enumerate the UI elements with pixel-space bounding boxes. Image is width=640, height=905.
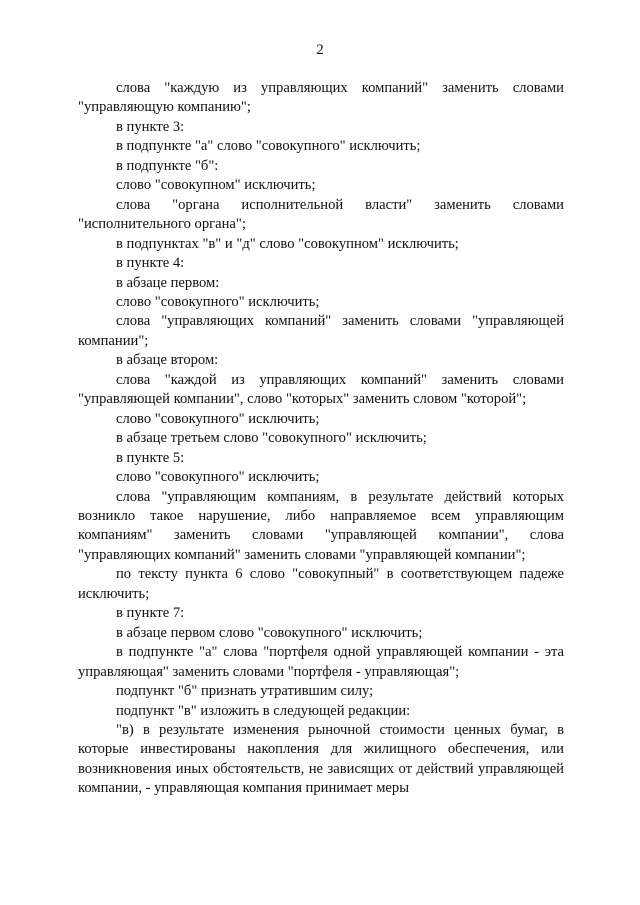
paragraph: слово "совокупного" исключить;: [116, 469, 320, 486]
paragraph: слова "каждой из управляющих компаний" заменить словами "управляющей компании", слово "которых" заменить словом "которой";: [78, 371, 568, 408]
paragraph: в абзаце втором:: [116, 352, 219, 369]
paragraph: "в) в результате изменения рыночной стоимости ценных бумаг, в которые инвестированы накопления для жилищного обеспечения, или возникновения иных обстоятельств, не зависящих от действий управляющей компании, - управляющая компания принимает меры: [78, 721, 568, 797]
document-body: [78, 79, 568, 799]
paragraph: в подпункте "б":: [116, 157, 219, 174]
paragraph: слово "совокупного" исключить;: [116, 410, 320, 427]
paragraph: в подпунктах "в" и "д" слово "совокупном" исключить;: [116, 235, 459, 252]
paragraph: в подпункте "а" слово "совокупного" исключить;: [116, 138, 421, 155]
paragraph: слово "совокупного" исключить;: [116, 293, 320, 310]
paragraph: в пункте 4:: [116, 255, 185, 272]
paragraph: в абзаце первом:: [116, 274, 220, 291]
paragraph: подпункт "б" признать утратившим силу;: [116, 683, 374, 700]
paragraph: слова "органа исполнительной власти" заменить словами "исполнительного органа";: [78, 196, 568, 233]
paragraph: в пункте 3:: [116, 118, 185, 135]
paragraph: подпункт "в" изложить в следующей редакции:: [116, 702, 411, 719]
paragraph: слово "совокупном" исключить;: [116, 177, 316, 194]
paragraph: в абзаце первом слово "совокупного" исключить;: [116, 624, 423, 641]
paragraph: слова "управляющих компаний" заменить словами "управляющей компании";: [78, 313, 568, 349]
paragraph: в абзаце третьем слово "совокупного" исключить;: [116, 430, 427, 447]
paragraph: в пункте 5:: [116, 449, 185, 466]
paragraph: в подпункте "а" слова "портфеля одной управляющей компании - эта управляющая" заменить словами "портфеля - управляющая";: [78, 644, 568, 680]
paragraph: по тексту пункта 6 слово "совокупный" в соответствующем падеже исключить;: [78, 566, 568, 602]
paragraph: в пункте 7:: [116, 605, 185, 622]
paragraph: слова "каждую из управляющих компаний" заменить словами "управляющую компанию";: [78, 80, 568, 116]
page-number: 2: [316, 42, 324, 58]
paragraph: слова "управляющим компаниям, в результате действий которых возникло такое нарушение, либо направляемое всем управляющим компаниям" заменить словами "управляющей компании", слова "управляющих компаний" заменить словами "управляющей компании";: [78, 488, 568, 563]
